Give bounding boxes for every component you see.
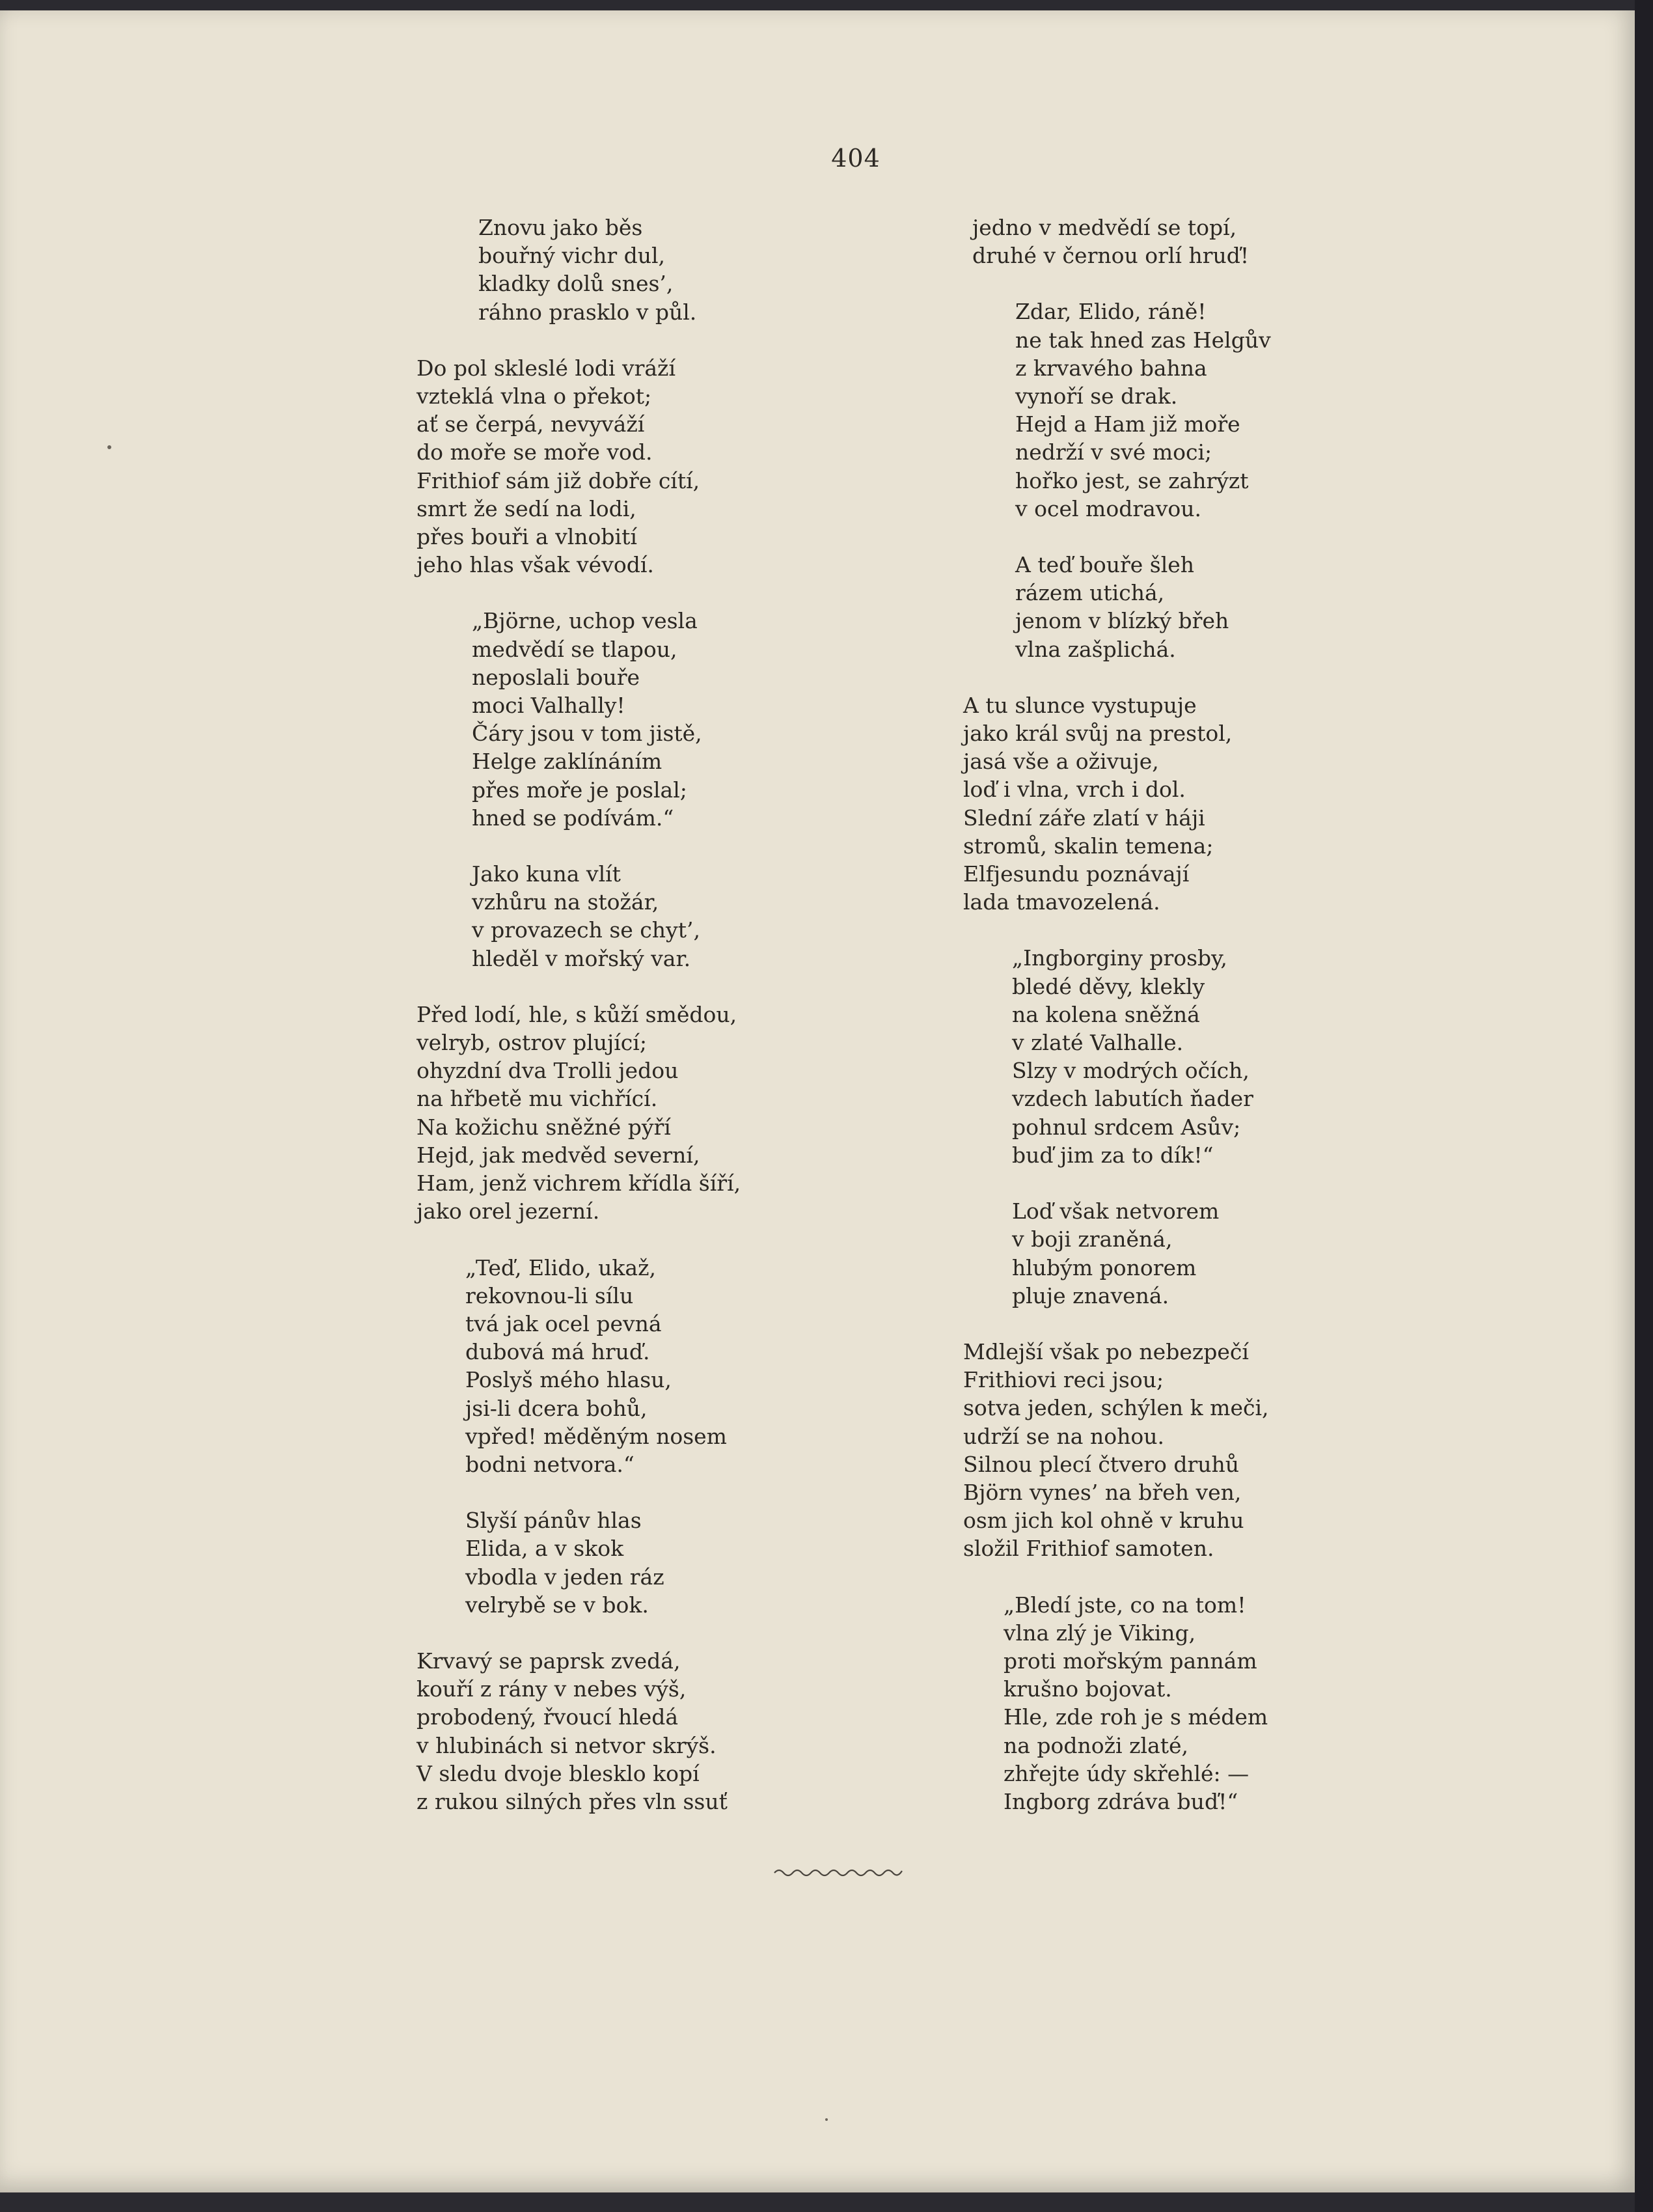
paper-speck (107, 445, 111, 449)
verse-line: do moře se moře vod. (417, 439, 653, 465)
verse-line: v ocel modravou. (1015, 495, 1202, 521)
verse-line: Na kožichu sněžné pýří (417, 1114, 671, 1140)
verse-line: Poslyš mého hlasu, (465, 1367, 672, 1393)
verse-line: vlna zašplichá. (1015, 636, 1176, 662)
verse-line: vzteklá vlna o překot; (417, 383, 652, 409)
stanza (963, 1197, 1380, 1310)
stanza (417, 1254, 833, 1479)
verse-line: zhřejte údy skřehlé: — (1004, 1760, 1250, 1786)
stanza (417, 1001, 833, 1226)
stanza (417, 860, 833, 973)
verse-line: v zlaté Valhalle. (1012, 1030, 1184, 1056)
verse-line: přes moře je poslal; (472, 777, 687, 803)
stanza (963, 944, 1380, 1169)
verse-line: Zdar, Elido, ráně! (1015, 299, 1207, 325)
verse-line: Loď však netvorem (1012, 1198, 1220, 1224)
verse-line: ráhno prasklo v půl. (478, 299, 697, 325)
stanza (417, 1506, 833, 1619)
verse-line: Frithiof sám již dobře cítí, (417, 467, 700, 493)
paper-speck (825, 2118, 828, 2121)
verse-line: kouří z rány v nebes výš, (417, 1676, 687, 1702)
verse-line: jsi-li dcera bohů, (465, 1395, 648, 1421)
verse-line: Björn vynes’ na břeh ven, (963, 1479, 1242, 1505)
verse-line: „Björne, uchop vesla (472, 608, 698, 634)
verse-line: hlubým ponorem (1012, 1254, 1197, 1280)
scan-edge (1635, 0, 1653, 2212)
verse-line: přes bouři a vlnobití (417, 524, 637, 550)
verse-line: na hřbetě mu vichřící. (417, 1086, 658, 1112)
verse-line: jako král svůj na prestol, (963, 721, 1233, 747)
verse-line: Jako kuna vlít (472, 861, 621, 887)
verse-line: neposlali bouře (472, 664, 640, 690)
verse-line: rekovnou-li sílu (465, 1282, 634, 1308)
verse-line: v boji zraněná, (1012, 1226, 1173, 1252)
verse-line: pluje znavená. (1012, 1282, 1169, 1308)
verse-line: moci Valhally! (472, 693, 625, 719)
stanza (417, 1647, 833, 1816)
stanza (963, 214, 1380, 270)
verse-line: vlna zlý je Viking, (1004, 1620, 1196, 1646)
stanza (963, 297, 1380, 523)
verse-line: velrybě se v bok. (465, 1592, 649, 1618)
verse-line: Před lodí, hle, s kůží smědou, (417, 1001, 737, 1027)
verse-line: v hlubinách si netvor skrýš. (417, 1732, 717, 1758)
verse-line: medvědí se tlapou, (472, 636, 677, 662)
verse-line: jeho hlas však vévodí. (417, 552, 654, 578)
verse-line: na kolena sněžná (1012, 1001, 1200, 1027)
verse-line: Znovu jako běs (478, 215, 643, 240)
verse-line: velryb, ostrov plující; (417, 1030, 647, 1056)
verse-line: Silnou plecí čtvero druhů (963, 1451, 1240, 1477)
verse-line: hleděl v mořský var. (472, 945, 691, 971)
verse-line: probodený, řvoucí hledá (417, 1704, 679, 1730)
verse-line: sotva jeden, schýlen k meči, (963, 1395, 1269, 1421)
verse-line: bledé děvy, klekly (1012, 973, 1205, 999)
verse-line: vpřed! měděným nosem (465, 1423, 727, 1449)
stanza (963, 551, 1380, 663)
verse-line: krušno bojovat. (1004, 1676, 1172, 1702)
verse-line: Elida, a v skok (465, 1536, 624, 1562)
verse-line: bodni netvora.“ (465, 1451, 635, 1477)
verse-line: kladky dolů snes’, (478, 271, 674, 297)
verse-line: jako orel jezerní. (417, 1198, 600, 1224)
verse-line: jenom v blízký břeh (1015, 608, 1229, 634)
verse-line: „Ingborginy prosby, (1012, 945, 1227, 971)
verse-line: jasá vše a oživuje, (963, 749, 1159, 775)
verse-line: Elfjesundu poznávají (963, 861, 1190, 887)
stanza (963, 1591, 1380, 1816)
verse-line: ohyzdní dva Trolli jedou (417, 1058, 679, 1084)
verse-line: v provazech se chyt’, (472, 917, 700, 943)
verse-line: Slzy v modrých očích, (1012, 1058, 1250, 1084)
verse-line: vynoří se drak. (1015, 383, 1178, 409)
verse-line: na podnoži zlaté, (1004, 1732, 1188, 1758)
verse-line: druhé v černou orlí hruď! (972, 243, 1250, 269)
verse-line: bouřný vichr dul, (478, 243, 666, 269)
verse-line: Hejd a Ham již moře (1015, 411, 1240, 437)
verse-line: vzhůru na stožár, (472, 889, 659, 915)
verse-line: rázem utichá, (1015, 580, 1165, 606)
verse-line: „Bledí jste, co na tom! (1004, 1592, 1246, 1618)
stanza (963, 691, 1380, 917)
verse-line: Krvavý se paprsk zvedá, (417, 1648, 681, 1674)
verse-line: A tu slunce vystupuje (963, 692, 1197, 718)
verse-line: hned se podívám.“ (472, 805, 674, 831)
section-ornament (771, 1863, 908, 1883)
verse-line: buď jim za to dík!“ (1012, 1142, 1214, 1168)
verse-line: z krvavého bahna (1015, 355, 1207, 381)
stanza (417, 607, 833, 832)
verse-line: Helge zaklínáním (472, 749, 663, 775)
verse-line: z rukou silných přes vln ssuť (417, 1788, 728, 1814)
verse-line: Frithiovi reci jsou; (963, 1367, 1164, 1393)
verse-line: Mdlejší však po nebezpečí (963, 1338, 1249, 1364)
verse-line: vzdech labutích ňader (1012, 1086, 1253, 1112)
verse-line: smrt že sedí na lodi, (417, 495, 636, 521)
verse-line: Hejd, jak medvěd severní, (417, 1142, 700, 1168)
stanza (963, 1338, 1380, 1563)
stanza (417, 214, 833, 326)
book-page (0, 10, 1635, 2192)
verse-line: dubová má hruď. (465, 1339, 650, 1365)
verse-line: Čáry jsou v tom jistě, (472, 721, 702, 747)
verse-line: Slyší pánův hlas (465, 1508, 642, 1534)
left-column (417, 214, 833, 1844)
right-column (963, 214, 1380, 1844)
page-number: 404 (831, 144, 881, 173)
verse-line: hořko jest, se zahrýzt (1015, 467, 1249, 493)
verse-line: nedrží v své moci; (1015, 439, 1212, 465)
verse-line: lada tmavozelená. (963, 889, 1160, 915)
verse-line: udrží se na nohou. (963, 1423, 1164, 1449)
verse-line: ať se čerpá, nevyváží (417, 411, 645, 437)
verse-line: ne tak hned zas Helgův (1015, 327, 1271, 353)
verse-line: pohnul srdcem Asův; (1012, 1114, 1241, 1140)
verse-line: Hle, zde roh je s médem (1004, 1704, 1268, 1730)
verse-line: stromů, skalin temena; (963, 833, 1214, 859)
verse-line: osm jich kol ohně v kruhu (963, 1508, 1244, 1534)
verse-line: proti mořským pannám (1004, 1648, 1257, 1674)
verse-line: A teď bouře šleh (1015, 552, 1195, 578)
verse-line: jedno v medvědí se topí, (972, 215, 1237, 240)
verse-line: Ham, jenž vichrem křídla šíří, (417, 1170, 741, 1196)
verse-line: Slední záře zlatí v háji (963, 805, 1205, 831)
verse-line: vbodla v jeden ráz (465, 1564, 664, 1590)
verse-line: V sledu dvoje blesklo kopí (417, 1760, 700, 1786)
verse-line: Ingborg zdráva buď!“ (1004, 1788, 1238, 1814)
verse-line: Do pol skleslé lodi vráží (417, 355, 676, 381)
verse-line: „Teď, Elido, ukaž, (465, 1254, 656, 1280)
stanza (417, 354, 833, 579)
verse-line: tvá jak ocel pevná (465, 1310, 662, 1336)
verse-line: loď i vlna, vrch i dol. (963, 777, 1186, 803)
verse-line: složil Frithiof samoten. (963, 1536, 1214, 1562)
